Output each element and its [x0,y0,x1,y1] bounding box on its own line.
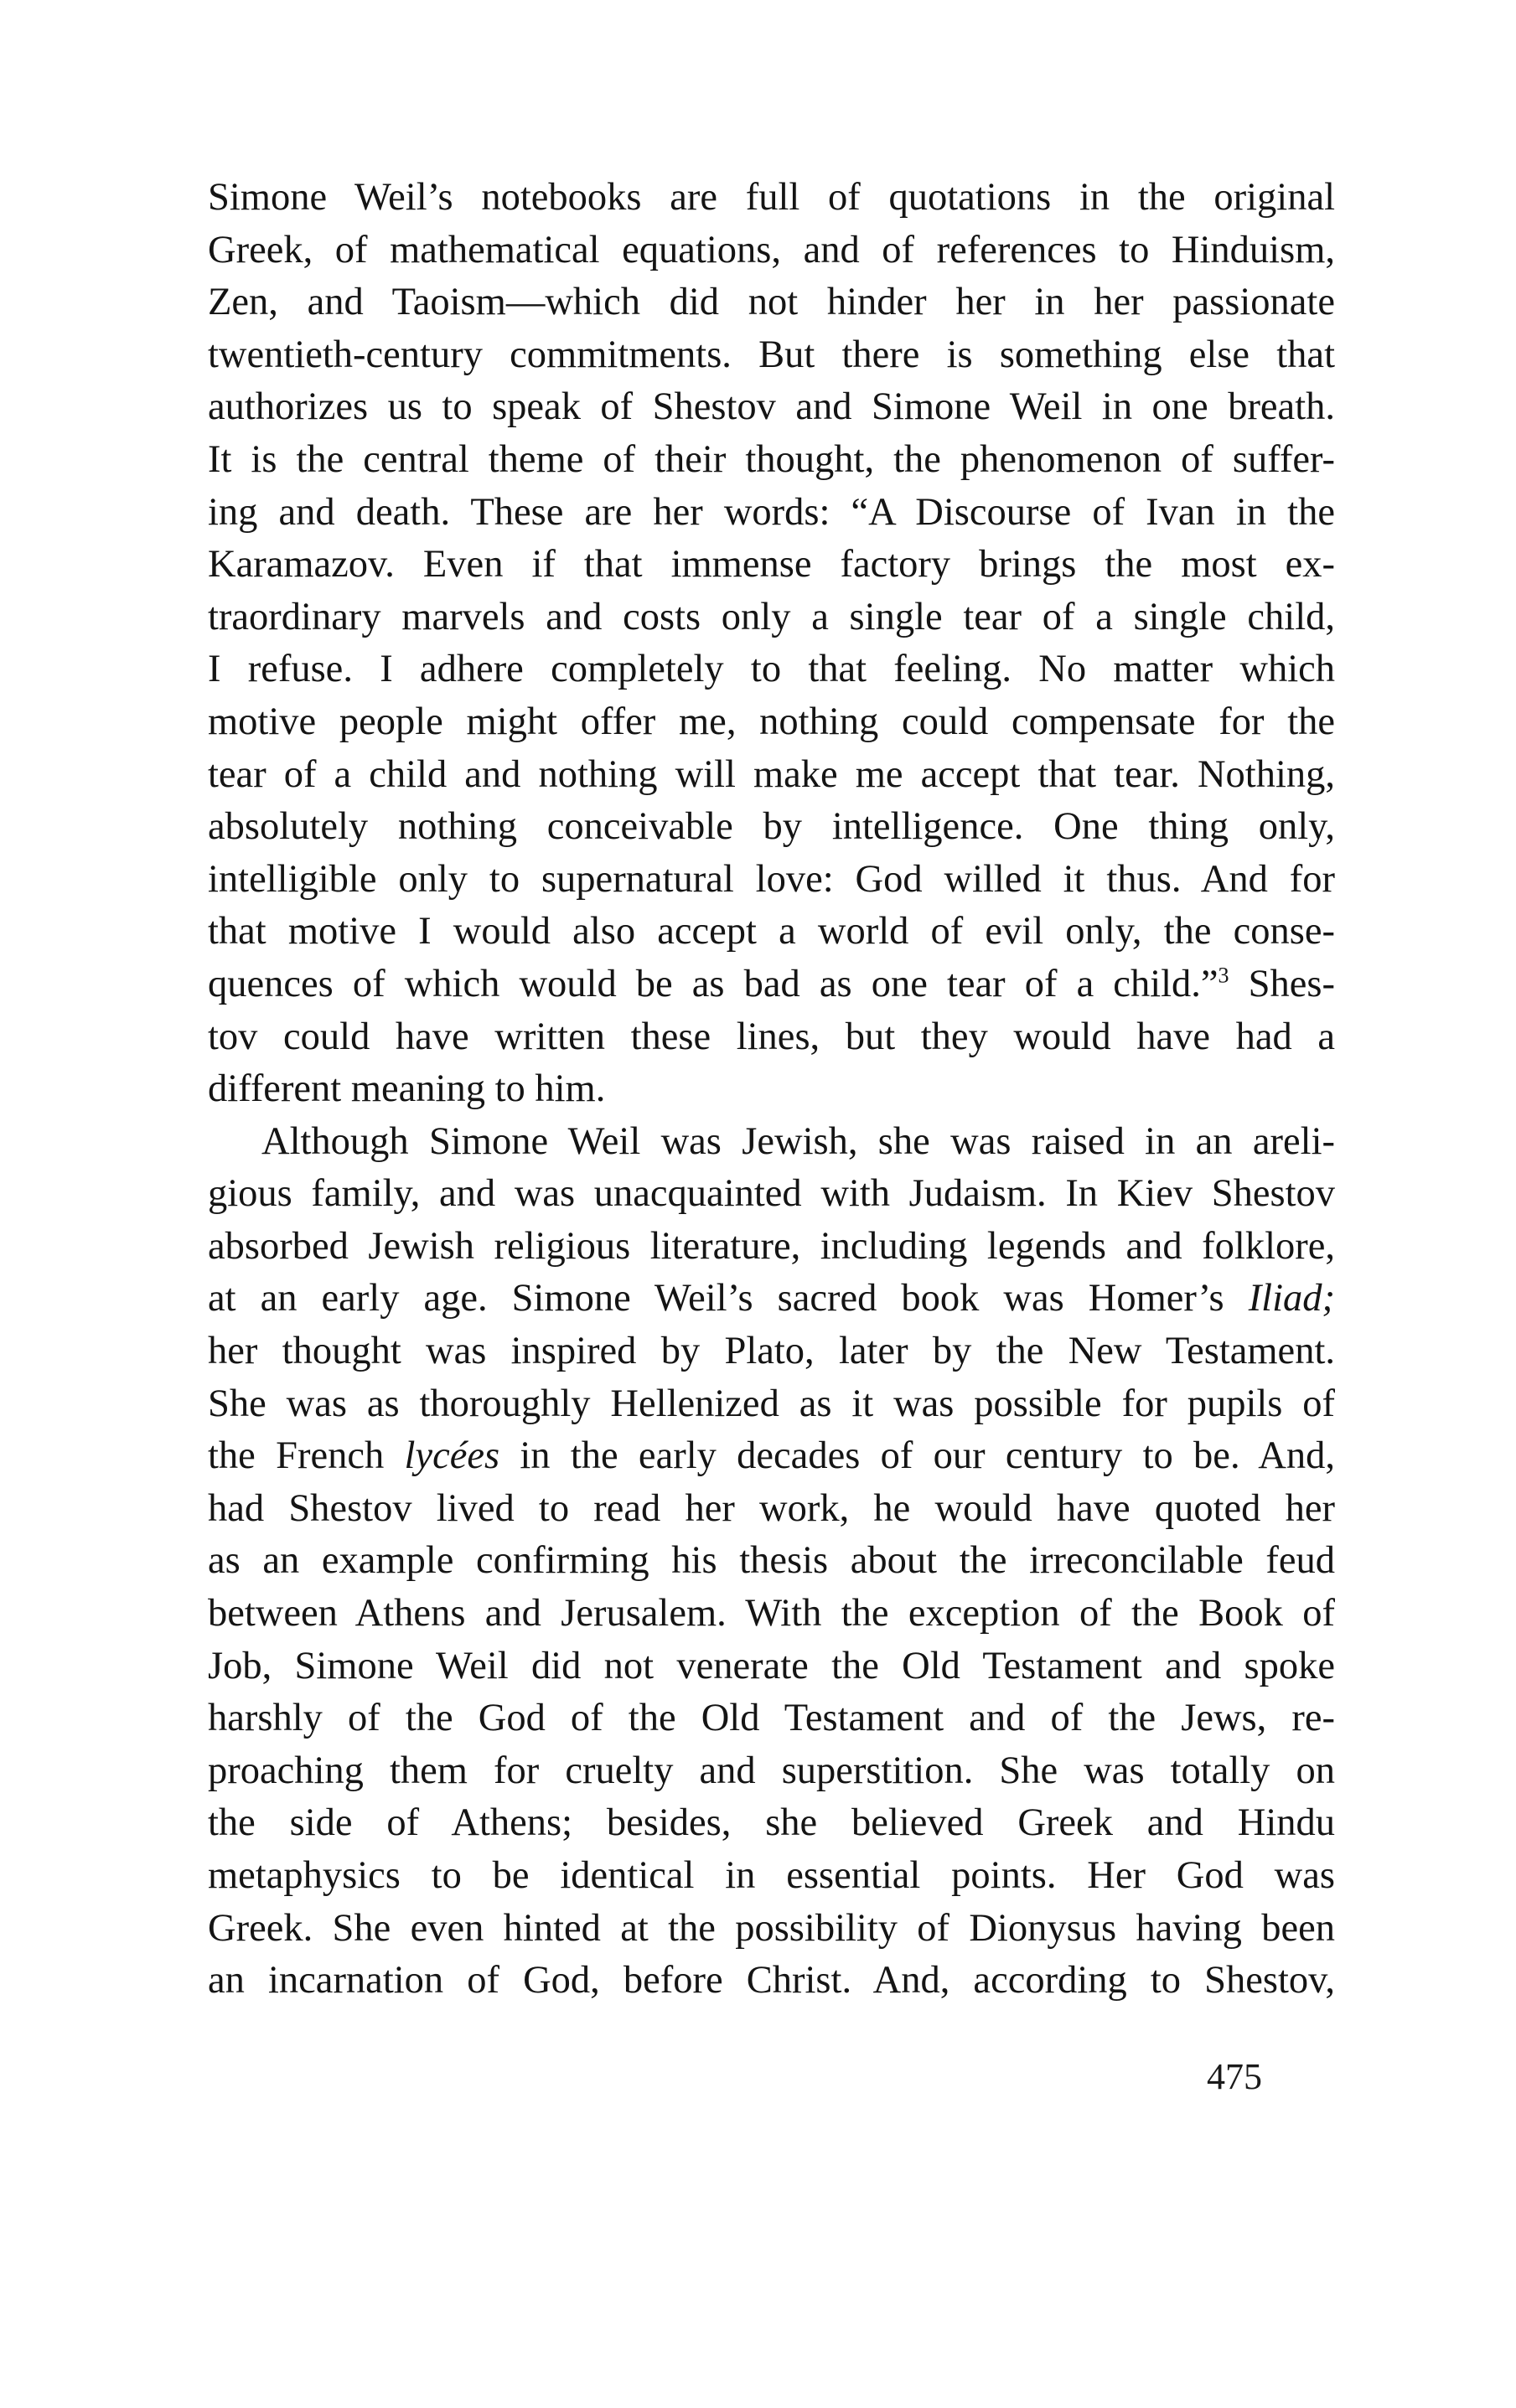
text-segment: in the early decades of our century to be. And, [499,1434,1335,1478]
text-line-with-italic [208,1430,1335,1483]
text-line: Job, Simone Weil did not venerate the Old Testament and spoke [208,1644,1335,1687]
text-line-with-italic [208,1273,1335,1325]
text-line: tov could have written these lines, but they would have had a [208,1015,1335,1058]
text-line: different meaning to him. [208,1067,606,1111]
text-segment: quences of which would be as bad as one tear of a child.” [208,962,1218,1005]
text-line: gious family, and was unacquainted with Judaism. In Kiev Shestov [208,1172,1335,1216]
italic-term-lycees: lycées [404,1434,500,1478]
text-line: harshly of the God of the Old Testament and of the Jews, re- [208,1697,1335,1740]
text-line: had Shestov lived to read her work, he would have quoted her [208,1486,1335,1530]
text-line: between Athens and Jerusalem. With the exception of the Book of [208,1592,1335,1635]
text-line: her thought was inspired by Plato, later by the New Testament. [208,1330,1335,1373]
paragraph-2 [208,1116,1335,2008]
footnote-marker: 3 [1218,963,1229,988]
text-line: Zen, and Taoism—which did not hinder her in her passionate [208,281,1335,324]
text-line: ing and death. These are her words: “A Discourse of Ivan in the [208,490,1335,534]
text-line: Although Simone Weil was Jewish, she was raised in an areli- [261,1119,1335,1163]
text-line: Simone Weil’s notebooks are full of quotations in the original [208,176,1335,219]
text-line: tear of a child and nothing will make me accept that tear. Nothing, [208,752,1335,796]
text-line: absorbed Jewish religious literature, including legends and folklore, [208,1224,1335,1268]
page-number: 475 [1207,2056,1262,2097]
text-segment: the French [208,1434,385,1478]
text-line: absolutely nothing conceivable by intelligence. One thing only, [208,805,1335,849]
text-line: the side of Athens; besides, she believed Greek and Hindu [208,1801,1335,1845]
text-line: Greek. She even hinted at the possibility of Dionysus having been [208,1906,1335,1950]
text-line-with-footnote [208,959,1335,1011]
text-line: motive people might offer me, nothing could compensate for the [208,700,1335,743]
text-line: traordinary marvels and costs only a single tear of a single child, [208,595,1335,638]
text-line: I refuse. I adhere completely to that feeling. No matter which [208,648,1335,691]
text-line: She was as thoroughly Hellenized as it was possible for pupils of [208,1382,1335,1425]
text-line: that motive I would also accept a world of evil only, the conse- [208,910,1335,953]
text-line: It is the central theme of their thought, the phenomenon of suffer- [208,437,1335,481]
text-line: as an example confirming his thesis about the irreconcilable feud [208,1539,1335,1583]
text-line: twentieth-century commitments. But there is something else that [208,333,1335,376]
paragraph-1 [208,172,1335,1116]
text-line: metaphysics to be identical in essential points. Her God was [208,1854,1335,1897]
text-line: Greek, of mathematical equations, and of references to Hinduism, [208,228,1335,271]
text-line: authorizes us to speak of Shestov and Simone Weil in one breath. [208,385,1335,429]
text-segment: Shes- [1229,962,1335,1005]
text-line: an incarnation of God, before Christ. And, according to Shestov, [208,1959,1335,2002]
page-body [208,172,1335,2008]
text-line: Karamazov. Even if that immense factory brings the most ex- [208,543,1335,586]
text-line: proaching them for cruelty and superstition. She was totally on [208,1749,1335,1792]
italic-title-iliad: Iliad; [1248,1277,1335,1320]
text-segment: at an early age. Simone Weil’s sacred book was Homer’s [208,1277,1224,1320]
text-line: intelligible only to supernatural love: God willed it thus. And for [208,857,1335,901]
